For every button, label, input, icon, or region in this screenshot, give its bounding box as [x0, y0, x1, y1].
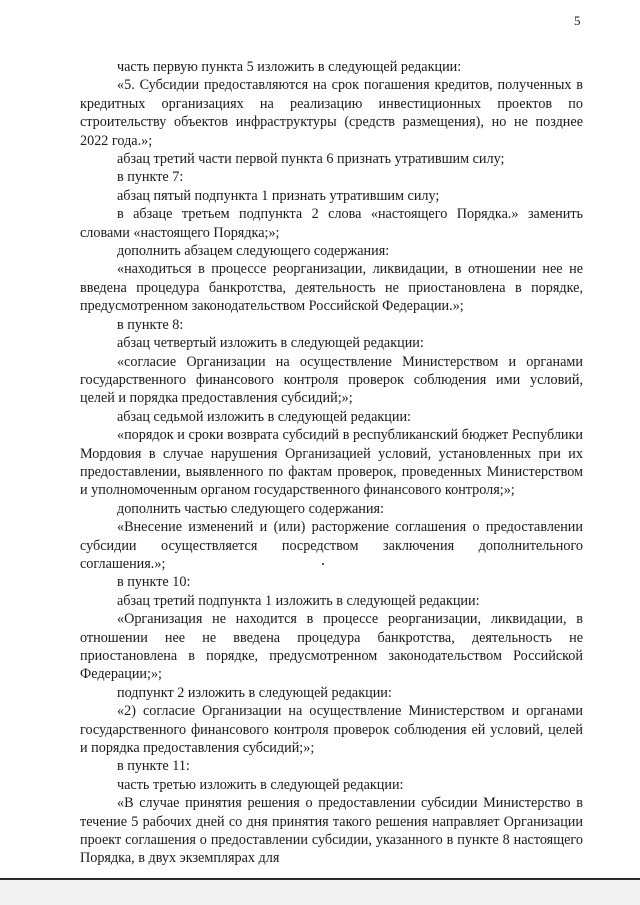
paragraph: абзац третий части первой пункта 6 признать утратившим силу; — [117, 151, 505, 168]
paragraph: абзац четвертый изложить в следующей редакции: — [117, 335, 424, 352]
paragraph: часть третью изложить в следующей редакции: — [117, 776, 404, 793]
paragraph: в пункте 8: — [117, 316, 184, 333]
paragraph: в абзаце третьем подпункта 2 слова «настоящего Порядка.» заменить словами «настоящего Порядка;»; — [80, 206, 583, 241]
paragraph: дополнить частью следующего содержания: — [117, 500, 384, 517]
paragraph: «В случае принятия решения о предоставлении субсидии Министерство в течение 5 рабочих дней со дня принятия такого решения направляет Организации проект соглашения о предоставлении субсидии, указанного в пункте 8 настоящего Порядка, в двух экземплярах для — [80, 795, 583, 867]
paragraph: подпункт 2 изложить в следующей редакции: — [117, 684, 392, 701]
paragraph: часть первую пункта 5 изложить в следующей редакции: — [117, 59, 462, 75]
paragraph: дополнить абзацем следующего содержания: — [117, 243, 390, 260]
paragraph: «5. Субсидии предоставляются на срок погашения кредитов, полученных в кредитных организациях на реализацию инвестиционных проектов по строительству объектов инфраструктуры (средств размещения), но не позднее 2022 года.»; — [80, 77, 583, 149]
scan-speck — [322, 563, 324, 565]
paragraph: в пункте 11: — [117, 758, 190, 775]
paragraph: «согласие Организации на осуществление Министерством и органами государственного финансового контроля проверок соблюдения ими условий, целей и порядка предоставления субсидий;»; — [80, 353, 583, 407]
paragraph: «Организация не находится в процессе реорганизации, ликвидации, в отношении нее не введена процедура банкротства, деятельность не приостановлена в порядке, предусмотренном законодательством Российской Федерации;»; — [80, 611, 583, 683]
paragraph: «находиться в процессе реорганизации, ликвидации, в отношении нее не введена процедура банкротства, деятельность не приостановлена в порядке, предусмотренном законодательством Российской Федерации.»; — [80, 261, 583, 315]
paragraph: в пункте 7: — [117, 169, 184, 186]
paragraph: «порядок и сроки возврата субсидий в республиканский бюджет Республики Мордовия в случае нарушения Организацией условий, установленных при их предоставлении, выявленного по фактам проверок, проведенных Министерством и уполномоченным органом государственного финансового контроля;»; — [80, 427, 583, 499]
paragraph: в пункте 10: — [117, 574, 191, 591]
paragraph: абзац седьмой изложить в следующей редакции: — [117, 408, 412, 425]
paragraph: «Внесение изменений и (или) расторжение соглашения о предоставлении субсидии осуществляется посредством заключения дополнительного соглашения.»; — [80, 519, 583, 572]
page-number: 5 — [574, 13, 581, 28]
document-body — [80, 58, 583, 868]
scan-edge-band — [0, 880, 640, 905]
paragraph: абзац третий подпункта 1 изложить в следующей редакции: — [117, 592, 480, 609]
paragraph: «2) согласие Организации на осуществление Министерством и органами государственного финансового контроля проверок соблюдения ей условий, целей и порядка предоставления субсидий;»; — [80, 703, 583, 757]
paragraph: абзац пятый подпункта 1 признать утратившим силу; — [117, 187, 440, 204]
